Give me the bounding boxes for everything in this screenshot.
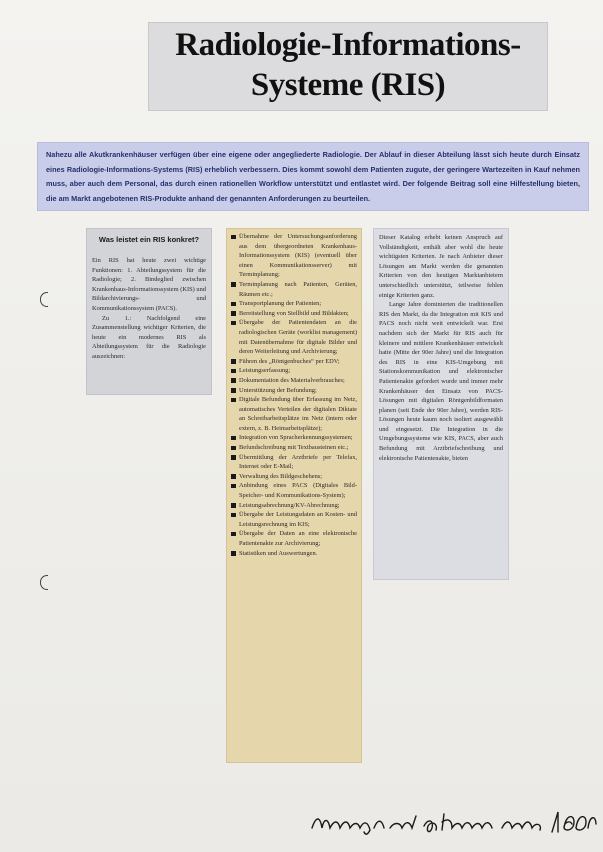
criteria-item: Statistiken und Auswertungen. (231, 549, 357, 559)
right-column-paragraph: Lange Jahre dominierten die traditionellen RIS den Markt, da die Integration mit KIS und PACS noch nicht weit entwickelt war. Erst nachdem sich der Markt für RIS auch für kleinere und mittlere Krankenhäuser entwickelt hatte (Mitte der 90er Jahre) und die Integration des RIS in eine KIS-Umgebung mit Stationskommunikation und elektronischer Patientenakte gefordert wurde und immer mehr Krankenhäuser den Einsatz von PACS-Lösungen mit digitalen Röntgenbildformaten planen (seit Ende der 90er Jahre), werden RIS-Lösungen heute kaum noch isoliert ausgewählt und eingesetzt. Die Integration in die Umgebungssysteme wie KIS, PACS, aber auch Befundung mit Arztbriefschreibung und elektronische Patientenakte, bieten (379, 301, 503, 462)
sidebar-box-heading: Was leistet ein RIS konkret? (98, 235, 200, 244)
right-column-paragraph: Dieser Katalog erhebt keinen Anspruch auf Vollständigkeit, enthält aber wohl die heute wichtigsten Kriterien. Je nach Anbieter dieser Lösungen am Markt werden die genannten Kriterien von den heutigen Marktanbietern unterschiedlich unterstützt, teilweise fehlen einige Kriterien ganz. (379, 234, 503, 299)
criteria-item: Digitale Befundung über Erfassung im Netz, automatisches Verteilen der digitalen Diktate an Schreibarbeitsplätze im Netz (intern oder extern, z. B. Heimarbeitsplätze); (231, 395, 357, 433)
handwriting-scribble (308, 806, 598, 836)
handwritten-source-note (308, 806, 598, 836)
criteria-item: Verwaltung des Bildgeschehens; (231, 472, 357, 482)
criteria-item: Anbindung eines PACS (Digitales Bild-Speicher- und Kommunikations-System); (231, 481, 357, 500)
punch-hole-mark (40, 292, 48, 307)
page-title-line-2: Systeme (RIS) (250, 67, 446, 103)
criteria-item: Bereitstellung von Stellbild und Bildakten; (231, 309, 357, 319)
title-clipping (148, 22, 548, 111)
criteria-item: Übernahme der Untersuchungsanforderung aus dem übergeordneten Krankenhaus-Informationssystem (KIS) (eventuell über einen Kommunikationsserver) mit Terminplanung; (231, 232, 357, 280)
intro-text: Nahezu alle Akutkrankenhäuser verfügen über eine eigene oder angegliederte Radiologie. Der Ablauf in dieser Abteilung lässt sich heute durch Einsatz eines Radiologie-Informations-Systems (RIS) erheblich verbessern. Dies kommt sowohl dem Patienten zugute, der geringere Wartezeiten in Kauf nehmen muss, aber auch dem Personal, das durch einen rationellen Workflow unterstützt und entlastet wird. Der folgende Beitrag soll eine Hilfestellung bieten, die am Markt angebotenen RIS-Produkte anhand der genannten Anforderungen zu beurteilen. (46, 150, 580, 203)
punch-hole-mark (40, 575, 48, 590)
criteria-item: Unterstützung der Befundung; (231, 386, 357, 396)
criteria-column (226, 228, 362, 763)
criteria-item: Übergabe der Patientendaten an die radiologischen Geräte (worklist management) mit Datenübernahme für digitale Bilder und deren Weiterleitung und Archivierung; (231, 318, 357, 356)
criteria-item: Dokumentation des Materialverbrauches; (231, 376, 357, 386)
criteria-item: Leistungserfassung; (231, 366, 357, 376)
page-title-line-1: Radiologie-Informations- (175, 27, 521, 63)
sidebar-box-body (92, 256, 206, 362)
criteria-item: Terminplanung nach Patienten, Geräten, Räumen etc.; (231, 280, 357, 299)
intro-clipping (37, 142, 589, 211)
criteria-item: Übermittlung der Arztbriefe per Telefax, Internet oder E-Mail; (231, 453, 357, 472)
criteria-item: Integration von Spracherkennungssystemen; (231, 433, 357, 443)
right-column (373, 228, 509, 580)
sidebar-box (86, 228, 212, 395)
criteria-item: Übergabe der Leistungsdaten an Kosten- und Leistungsrechnung im KIS; (231, 510, 357, 529)
criteria-item: Führen des „Röntgenbuches“ per EDV; (231, 357, 357, 367)
criteria-list (227, 229, 361, 558)
sidebar-box-paragraph: Ein RIS hat heute zwei wichtige Funktionen: 1. Abteilungssystem für die Radiologie; 2. Bindeglied zwischen Krankenhaus-Informationssystem (KIS) und Bildarchivierungs- und Kommunikationssystem (PACS). (92, 257, 206, 312)
sidebar-box-paragraph: Zu 1.: Nachfolgend eine Zusammenstellung wichtiger Kriterien, die heute ein modernes RIS als Abteilungssystem für die Radiologie auszeichnen: (92, 314, 206, 360)
criteria-item: Transportplanung der Patienten; (231, 299, 357, 309)
right-column-body (379, 233, 503, 463)
criteria-item: Übergabe der Daten an eine elektronische Patientenakte zur Archivierung; (231, 529, 357, 548)
criteria-item: Leistungsabrechnung/KV-Abrechnung; (231, 501, 357, 511)
criteria-item: Befundschreibung mit Textbausteinen etc.; (231, 443, 357, 453)
